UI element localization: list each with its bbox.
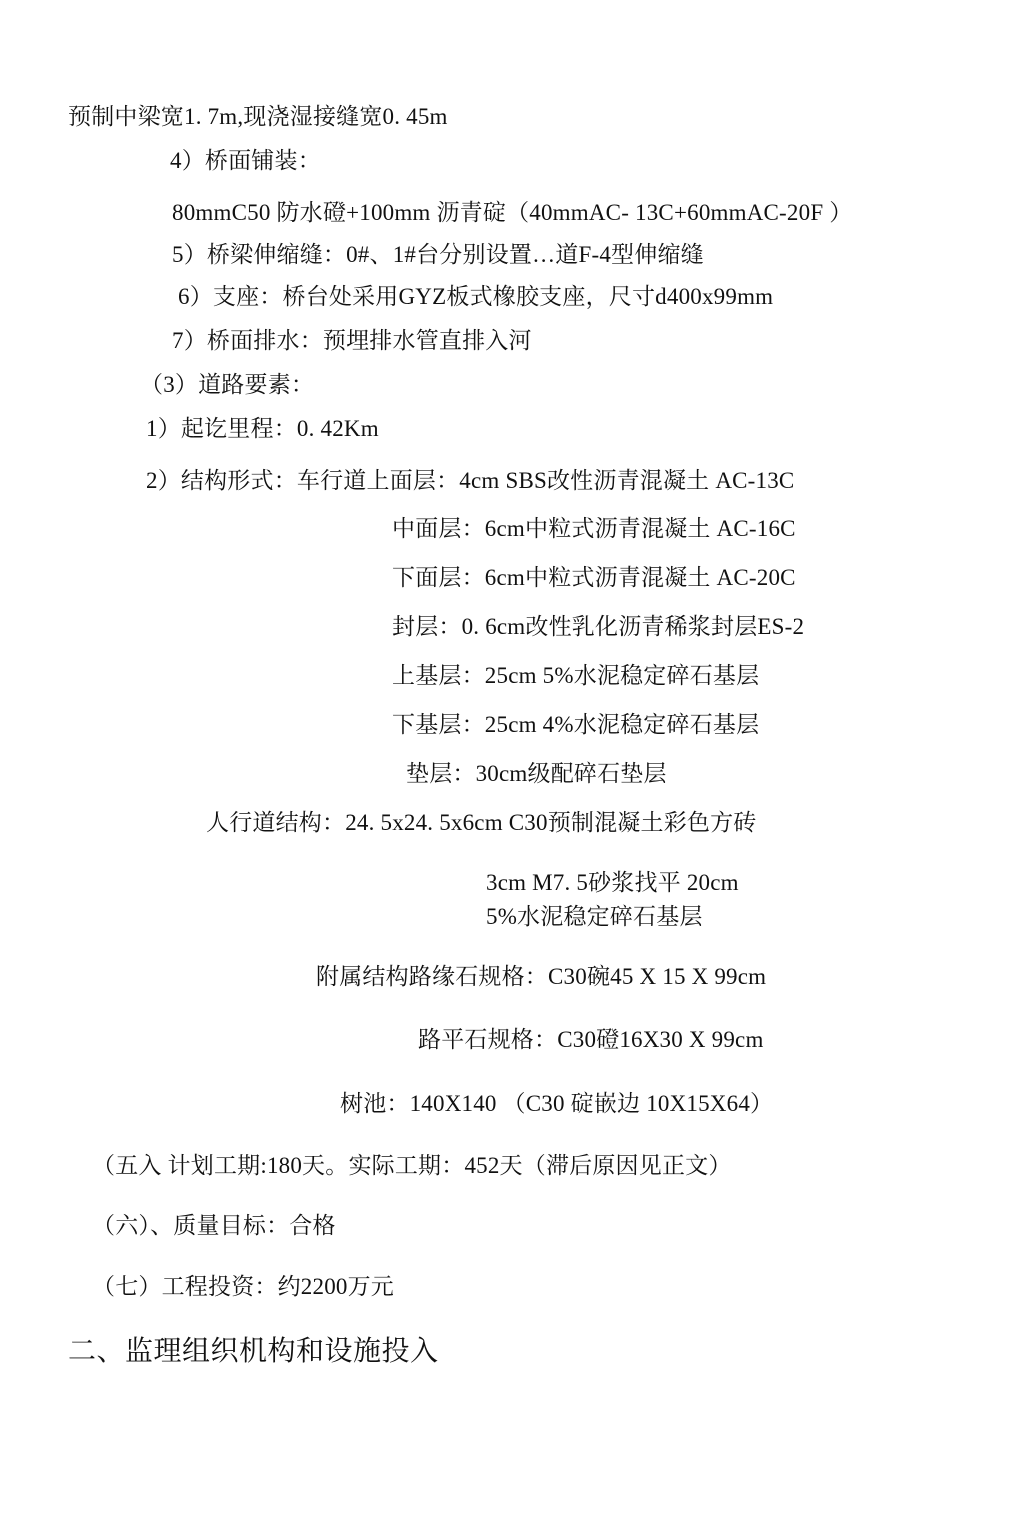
text-line-upper-base: 上基层：25cm 5%水泥稳定碎石基层 — [392, 663, 760, 688]
text-line-bearing: 6）支座：桥台处采用GYZ板式橡胶支座，尺寸d400x99mm — [178, 284, 774, 309]
text-line-deck-paving-heading: 4）桥面铺装： — [170, 148, 321, 173]
text-line-precast-beam: 预制中梁宽1. 7m,现浇湿接缝宽0. 45m — [68, 104, 448, 129]
text-line-mileage: 1）起讫里程：0. 42Km — [146, 416, 379, 441]
text-line-road-elements: （3）道路要素： — [140, 372, 315, 397]
text-line-tree-pit: 树池：140X140 （C30 碇嵌边 10X15X64） — [340, 1091, 774, 1116]
text-line-expansion-joint: 5）桥梁伸缩缝：0#、1#台分别设置…道F-4型伸缩缝 — [172, 242, 704, 267]
text-line-seal-layer: 封层：0. 6cm改性乳化沥青稀浆封层ES-2 — [392, 614, 805, 639]
text-line-deck-paving-spec: 80mmC50 防水磴+100mm 沥青碇（40mmAC- 13C+60mmAC-20F ） — [172, 200, 853, 225]
text-line-quality-target: （六）、质量目标：合格 — [92, 1213, 336, 1238]
text-line-sidewalk-structure: 人行道结构：24. 5x24. 5x6cm C30预制混凝土彩色方砖 — [206, 810, 757, 835]
text-line-structure-form: 2）结构形式：车行道上面层：4cm SBS改性沥青混凝土 AC-13C — [146, 468, 795, 493]
text-line-investment: （七）工程投资：约2200万元 — [92, 1274, 394, 1299]
text-line-lower-base: 下基层：25cm 4%水泥稳定碎石基层 — [392, 712, 760, 737]
text-line-lower-layer: 下面层：6cm中粒式沥青混凝土 AC-20C — [392, 565, 796, 590]
text-line-curb-spec: 附属结构路缘石规格：C30碗45 X 15 X 99cm — [316, 964, 767, 989]
text-line-cement-stabilized: 5%水泥稳定碎石基层 — [486, 904, 703, 929]
text-line-mortar-leveling: 3cm M7. 5砂浆找平 20cm — [486, 870, 739, 895]
text-line-schedule: （五入 计划工期:180天。实际工期：452天（滞后原因见正文） — [92, 1153, 732, 1178]
text-line-middle-layer: 中面层：6cm中粒式沥青混凝土 AC-16C — [392, 516, 796, 541]
text-line-cushion-layer: 垫层：30cm级配碎石垫层 — [406, 761, 667, 786]
text-line-flat-stone-spec: 路平石规格：C30磴16X30 X 99cm — [418, 1027, 764, 1052]
text-line-deck-drainage: 7）桥面排水：预埋排水管直排入河 — [172, 328, 532, 353]
section-heading: 二、监理组织机构和设施投入 — [68, 1336, 439, 1367]
